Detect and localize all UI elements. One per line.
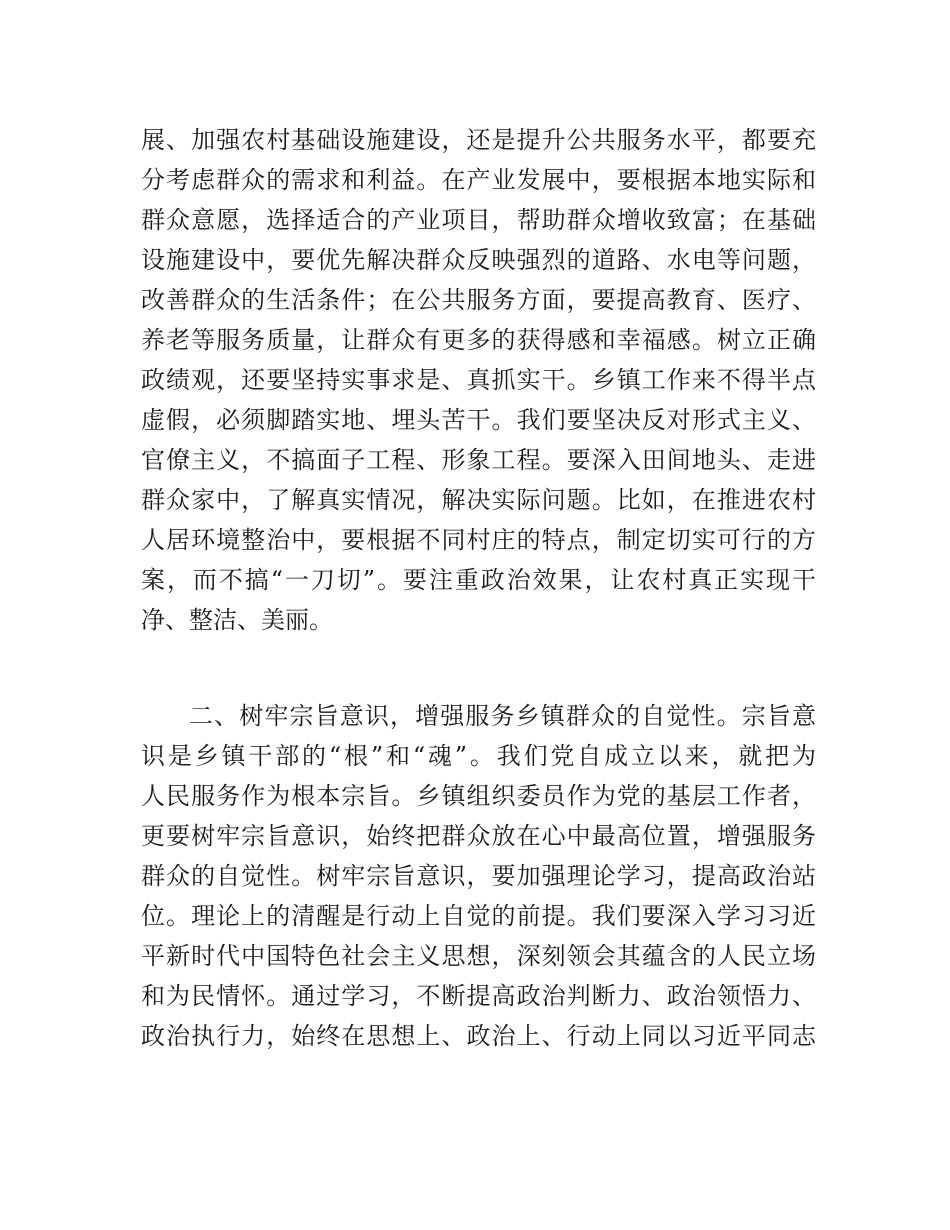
paragraph-line: 政治执行力，始终在思想上、政治上、行动上同以习近平同志 — [141, 1022, 816, 1050]
paragraph-line: 政绩观，还要坚持实事求是、真抓实干。乡镇工作来不得半点 — [141, 366, 816, 394]
paragraph-line: 展、加强农村基础设施建设，还是提升公共服务水平，都要充 — [141, 126, 816, 154]
paragraph-line: 官僚主义，不搞面子工程、形象工程。要深入田间地头、走进 — [141, 446, 816, 474]
paragraph-line: 群众家中，了解真实情况，解决实际问题。比如，在推进农村 — [141, 486, 816, 514]
paragraph-line: 改善群众的生活条件；在公共服务方面，要提高教育、医疗、 — [141, 286, 816, 314]
paragraph-line: 净、整洁、美丽。 — [141, 606, 333, 634]
paragraph-line: 人民服务作为根本宗旨。乡镇组织委员作为党的基层工作者， — [141, 782, 816, 810]
paragraph-line: 案，而不搞“一刀切”。要注重政治效果，让农村真正实现干 — [141, 566, 816, 594]
paragraph-line: 平新时代中国特色社会主义思想，深刻领会其蕴含的人民立场 — [141, 942, 816, 970]
paragraph-line: 人居环境整治中，要根据不同村庄的特点，制定切实可行的方 — [141, 526, 816, 554]
paragraph-2 — [141, 696, 816, 1056]
paragraph-line: 虚假，必须脚踏实地、埋头苦干。我们要坚决反对形式主义、 — [141, 406, 816, 434]
paragraph-line: 养老等服务质量，让群众有更多的获得感和幸福感。树立正确 — [141, 326, 816, 354]
paragraph-1 — [141, 120, 816, 640]
paragraph-line: 群众的自觉性。树牢宗旨意识，要加强理论学习，提高政治站 — [141, 862, 816, 890]
paragraph-line: 更要树牢宗旨意识，始终把群众放在心中最高位置，增强服务 — [141, 822, 816, 850]
paragraph-line: 识是乡镇干部的“根”和“魂”。我们党自成立以来，就把为 — [141, 742, 816, 770]
paragraph-line: 群众意愿，选择适合的产业项目，帮助群众增收致富；在基础 — [141, 206, 816, 234]
paragraph-line: 二、树牢宗旨意识，增强服务乡镇群众的自觉性。宗旨意 — [189, 702, 816, 730]
paragraph-line: 分考虑群众的需求和利益。在产业发展中，要根据本地实际和 — [141, 166, 816, 194]
paragraph-line: 和为民情怀。通过学习，不断提高政治判断力、政治领悟力、 — [141, 982, 816, 1010]
paragraph-line: 设施建设中，要优先解决群众反映强烈的道路、水电等问题， — [141, 246, 816, 274]
paragraph-line: 位。理论上的清醒是行动上自觉的前提。我们要深入学习习近 — [141, 902, 816, 930]
